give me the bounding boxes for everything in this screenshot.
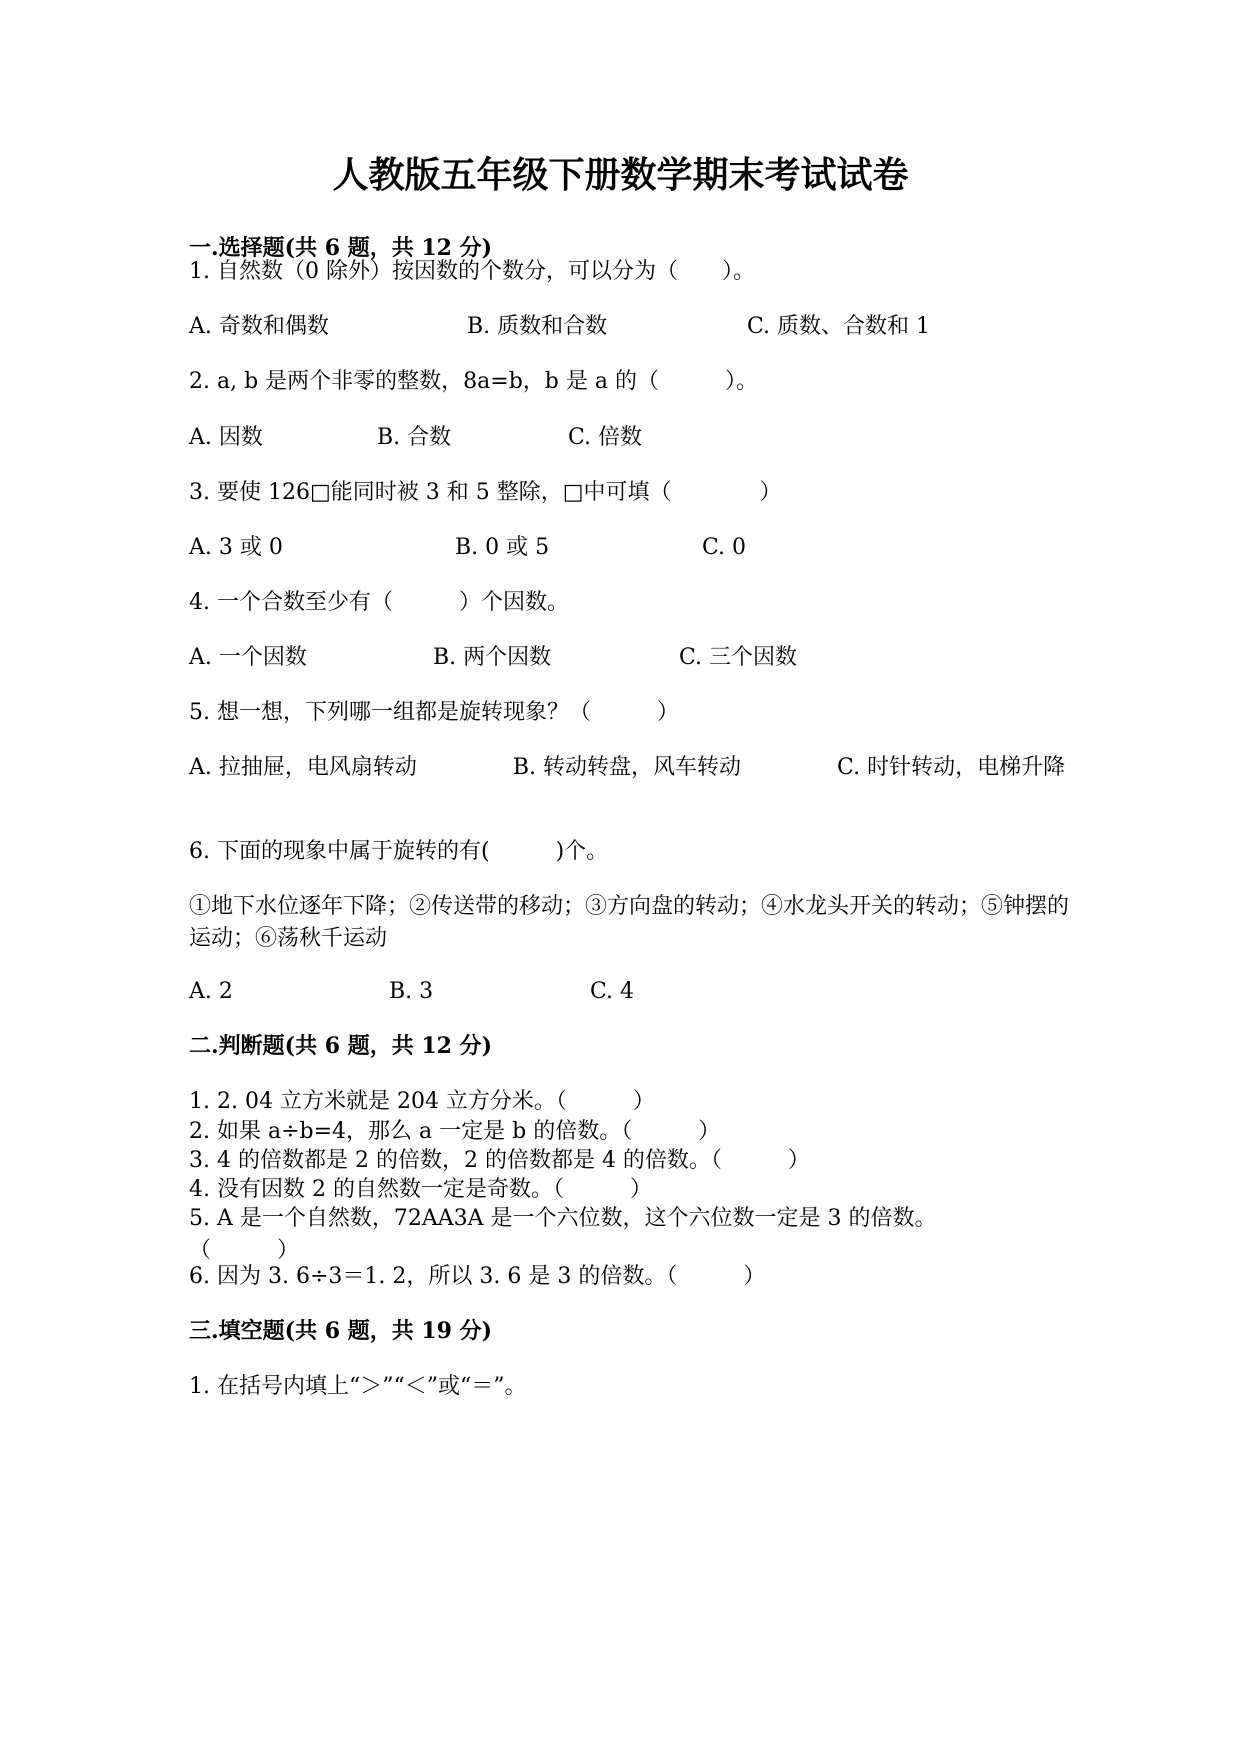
options-row	[189, 976, 1069, 1008]
options-row	[189, 752, 1069, 784]
option-a: A. 因数	[189, 425, 263, 450]
option-c: C. 三个因数	[679, 645, 798, 670]
option-b: B. 合数	[377, 425, 452, 450]
option-c: C. 时针转动，电梯升降	[837, 755, 1066, 780]
statement-text: 2. 如果 a÷b=4，那么 a 一定是 b 的倍数。（ ）	[189, 1119, 721, 1144]
question-text: 4. 一个合数至少有（ ）个因数。	[189, 590, 569, 615]
option-c: C. 倍数	[568, 425, 643, 450]
option-c: C. 4	[590, 979, 635, 1004]
options-row	[189, 642, 1069, 674]
question-text: 1. 自然数（0 除外）按因数的个数分，可以分为（ ）。	[189, 259, 755, 284]
statement-text: 1. 2. 04 立方米就是 204 立方分米。（ ）	[189, 1089, 655, 1114]
section-heading-choice: 一.选择题(共 6 题，共 12 分)	[189, 235, 493, 261]
section-heading-fill: 三.填空题(共 6 题，共 19 分)	[189, 1318, 493, 1344]
option-b: B. 两个因数	[433, 645, 552, 670]
option-a: A. 一个因数	[189, 645, 307, 670]
option-a: A. 拉抽屉，电风扇转动	[189, 755, 417, 780]
option-b: B. 转动转盘，风车转动	[512, 755, 742, 780]
section-heading-judge: 二.判断题(共 6 题，共 12 分)	[189, 1033, 493, 1059]
option-a: A. 奇数和偶数	[189, 314, 329, 339]
question-text: 1. 在括号内填上“＞”“＜”或“＝”。	[189, 1374, 527, 1399]
statement-text: 6. 因为 3. 6÷3＝1. 2，所以 3. 6 是 3 的倍数。（ ）	[189, 1264, 766, 1289]
option-a: A. 3 或 0	[189, 535, 283, 560]
option-b: B. 质数和合数	[467, 314, 608, 339]
option-b: B. 3	[389, 979, 434, 1004]
options-row	[189, 311, 1069, 343]
statement-text: 3. 4 的倍数都是 2 的倍数，2 的倍数都是 4 的倍数。（ ）	[189, 1148, 810, 1173]
statement-text: 4. 没有因数 2 的自然数一定是奇数。（ ）	[189, 1177, 652, 1202]
question-detail: ①地下水位逐年下降；②传送带的移动；③方向盘的转动；④水龙头开关的转动；⑤钟摆的运动；⑥荡秋千运动	[189, 894, 1070, 951]
question-text: 5. 想一想，下列哪一组都是旋转现象？（ ）	[189, 700, 679, 725]
question-text: 3. 要使 126□能同时被 3 和 5 整除，□中可填（ ）	[189, 480, 782, 505]
option-a: A. 2	[189, 979, 233, 1004]
option-c: C. 0	[702, 535, 747, 560]
question-text: 2. a, b 是两个非零的整数，8a=b，b 是 a 的（ ）。	[189, 369, 758, 394]
question-text: 6. 下面的现象中属于旋转的有( )个。	[189, 839, 609, 864]
exam-title: 人教版五年级下册数学期末考试试卷	[332, 154, 909, 196]
options-row	[189, 532, 1069, 564]
statement-text: 5. A 是一个自然数，72AA3A 是一个六位数，这个六位数一定是 3 的倍数。（ ）	[189, 1206, 937, 1263]
option-b: B. 0 或 5	[455, 535, 550, 560]
option-c: C. 质数、合数和 1	[747, 314, 931, 339]
options-row	[189, 422, 1069, 454]
